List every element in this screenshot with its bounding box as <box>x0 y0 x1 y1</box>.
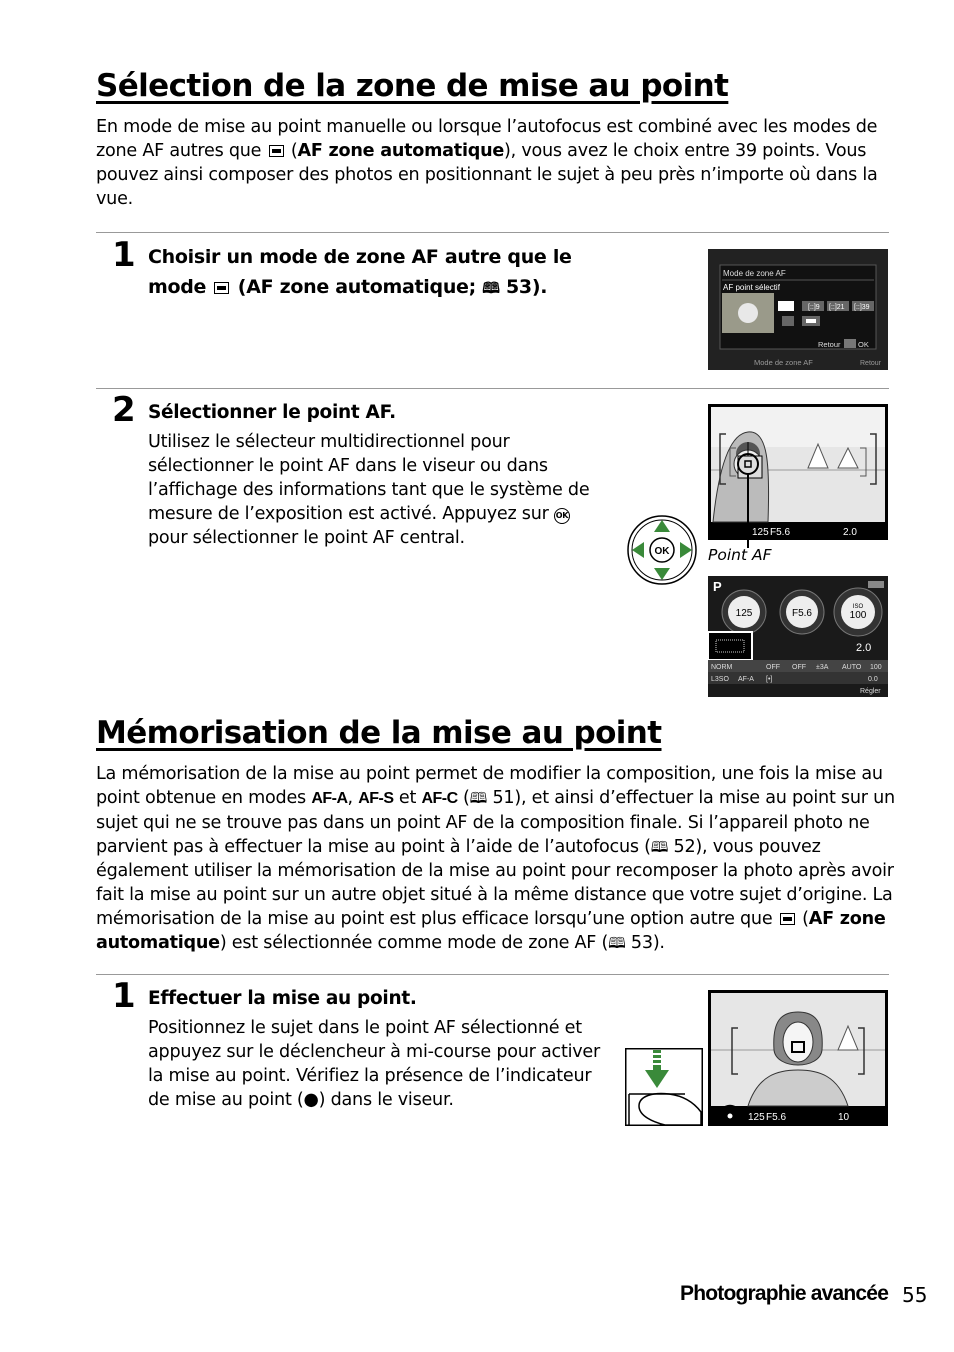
fl-text-5: ). <box>652 933 665 953</box>
step-number: 2 <box>112 390 136 430</box>
af-point-label: Point AF <box>708 546 772 564</box>
step1-text-1: Choisir un mode de zone AF autre que le mode <box>148 246 572 298</box>
vf2-count: 10 <box>838 1112 850 1123</box>
info-row1-4: AUTO <box>842 664 862 671</box>
step2-body-1: Utilisez le sélecteur multidirectionnel pour sélectionner le point AF dans le viseur ou dans l’affichage des informations tant que le système de mesure de l’exposition est activé. Appuyez sur <box>148 432 590 524</box>
fl-sep-1: , <box>347 788 353 808</box>
menu-option-21: [::]21 <box>829 304 845 311</box>
af-area-menu-screen <box>708 249 888 370</box>
vf-aperture: F5.6 <box>770 527 791 538</box>
step2-title: Sélectionner le point AF. <box>148 402 396 423</box>
vf-ev: 2.0 <box>843 527 857 538</box>
step1-title <box>148 242 598 303</box>
fl-text-2: ), et ainsi d’effectuer la mise au point sur un sujet qui ne se trouve pas dans un point AF de la composition finale. Si l’appareil photo ne parvient pas à effectuer la mise au point à l’aide de l’autofocus ( <box>96 788 895 857</box>
info-row1-3: ±3A <box>816 664 829 671</box>
menu-bottom-label: Mode de zone AF <box>754 358 813 367</box>
vf2-aperture: F5.6 <box>766 1112 787 1123</box>
info-iso-label: ISO <box>852 604 864 610</box>
menu-back: Retour <box>818 340 841 349</box>
menu-ok: OK <box>858 340 869 349</box>
focus-step-title: Effectuer la mise au point. <box>148 988 417 1009</box>
focus-step-body: Positionnez le sujet dans le point AF sélectionné et appuyez sur le déclencheur à mi-course pour activer la mise au point. Vérifiez la présence de l’indicateur de mise au point (●) dans le viseur. <box>148 1018 600 1110</box>
divider <box>96 232 889 233</box>
info-adjust: Régler <box>860 688 881 695</box>
fl-sep-2: et <box>398 788 417 808</box>
info-row1-2: OFF <box>792 664 806 671</box>
focus-lock-paragraph: La mémorisation de la mise au point permet de modifier la composition, une fois la mise au point obtenue en modes AF-A, AF-S et AF-C (🕮 51), et ainsi d’effectuer la mise au point sur un sujet qui ne se trouve pas dans un point AF de la composition finale. Si l’appareil photo ne parvient pas à effectuer la mise au point à l’aide de l’autofocus (🕮 52), vous pouvez également utiliser la mémorisation de la mise au point pour recomposer la photo après avoir fait la mise au point sur un autre objet situé à la même distance que votre sujet d’origine. La mémorisation de la mise au point est plus efficace lorsqu’une option autre que (AF zone automatique) est sélectionnée comme mode de zone AF (🕮 53). <box>96 764 895 953</box>
menu-bottom-back: Retour <box>860 360 882 367</box>
intro-text-2: ( <box>290 141 298 161</box>
info-display-screen <box>708 576 888 697</box>
section-title-focus-lock: Mémorisation de la mise au point <box>96 715 662 751</box>
info-row2-0: L3SO <box>711 676 729 683</box>
fl-ref-1: 51 <box>492 788 515 808</box>
svg-text:OK: OK <box>654 546 670 557</box>
info-row2-2: [•] <box>766 676 773 683</box>
info-row2-1: AF-A <box>738 676 754 683</box>
info-row2-5: 0.0 <box>868 676 878 683</box>
fl-bold: AF zone automatique <box>96 909 886 953</box>
page-ref-icon: 🕮 <box>650 838 669 856</box>
viewfinder-focus-lock <box>708 990 888 1126</box>
mode-af-a: AF-A <box>311 790 348 807</box>
info-ev: 2.0 <box>856 642 872 654</box>
auto-area-af-icon <box>269 145 284 157</box>
vf-shutter: 125 <box>752 527 769 538</box>
ok-button-icon: OK <box>554 508 570 524</box>
divider <box>96 974 889 975</box>
page-number: 55 <box>902 1283 928 1307</box>
intro-text-3: ), vous avez le choix entre 39 points. Vous pouvez ainsi composer des photos en positionnant le sujet à peu près n’importe où dans la vue. <box>96 141 878 209</box>
section-title-af-area: Sélection de la zone de mise au point <box>96 68 729 104</box>
fl-text-3: ), vous pouvez également utiliser la mémorisation de la mise au point pour recomposer la photo après avoir fait la mise au point sur un autre objet situé à la même distance que votre sujet d’origine. La mémorisation de la mise au point est plus efficace lorsqu’une option autre que <box>96 837 894 929</box>
step1-text-3: ). <box>531 276 548 298</box>
info-row1-0: NORM <box>711 664 733 671</box>
step1-page-ref: 53 <box>505 276 532 298</box>
info-shutter: 125 <box>735 608 753 619</box>
viewfinder-af-point <box>708 404 888 540</box>
fl-ref-2: 52 <box>673 837 696 857</box>
footer-section: Photographie avancée <box>680 1282 889 1305</box>
page-ref-icon: 🕮 <box>482 279 500 297</box>
page-ref-icon: 🕮 <box>608 934 626 952</box>
menu-option-39: [::]39 <box>854 304 870 311</box>
info-aperture: F5.6 <box>791 608 813 619</box>
fl-text-1: La mémorisation de la mise au point permet de modifier la composition, une fois la mise au point obtenue en modes <box>96 764 883 808</box>
vf2-shutter: 125 <box>748 1112 765 1123</box>
multi-selector-icon <box>626 514 698 586</box>
info-iso: 100 <box>849 610 867 621</box>
step-number: 1 <box>112 235 136 275</box>
step2-body-2: pour sélectionner le point AF central. <box>148 528 465 548</box>
menu-header: Mode de zone AF <box>723 269 786 278</box>
info-row1-1: OFF <box>766 664 780 671</box>
info-row1-5: 100 <box>870 664 882 671</box>
step-number: 1 <box>112 976 136 1016</box>
step1-bold: AF zone automatique; <box>246 276 476 298</box>
auto-area-af-icon <box>780 913 795 925</box>
intro-paragraph <box>96 115 896 211</box>
step1-text-2: ( <box>237 276 247 298</box>
intro-text-1: En mode de mise au point manuelle ou lorsque l’autofocus est combiné avec les modes de zone AF autres que <box>96 117 878 161</box>
intro-bold: AF zone automatique <box>297 141 505 161</box>
fl-text-4: ) est sélectionnée comme mode de zone AF ( <box>219 933 609 953</box>
page-ref-icon: 🕮 <box>469 789 488 807</box>
menu-option-9: [::]9 <box>808 304 820 311</box>
mode-af-s: AF-S <box>358 790 394 807</box>
info-mode: P <box>713 579 722 594</box>
mode-af-c: AF-C <box>421 790 458 807</box>
auto-area-af-icon <box>214 282 229 294</box>
divider <box>96 388 889 389</box>
shutter-half-press-icon <box>625 1048 703 1126</box>
fl-ref-3: 53 <box>630 933 653 953</box>
step2-body <box>148 430 614 550</box>
menu-selected-label: AF point sélectif <box>723 283 780 292</box>
